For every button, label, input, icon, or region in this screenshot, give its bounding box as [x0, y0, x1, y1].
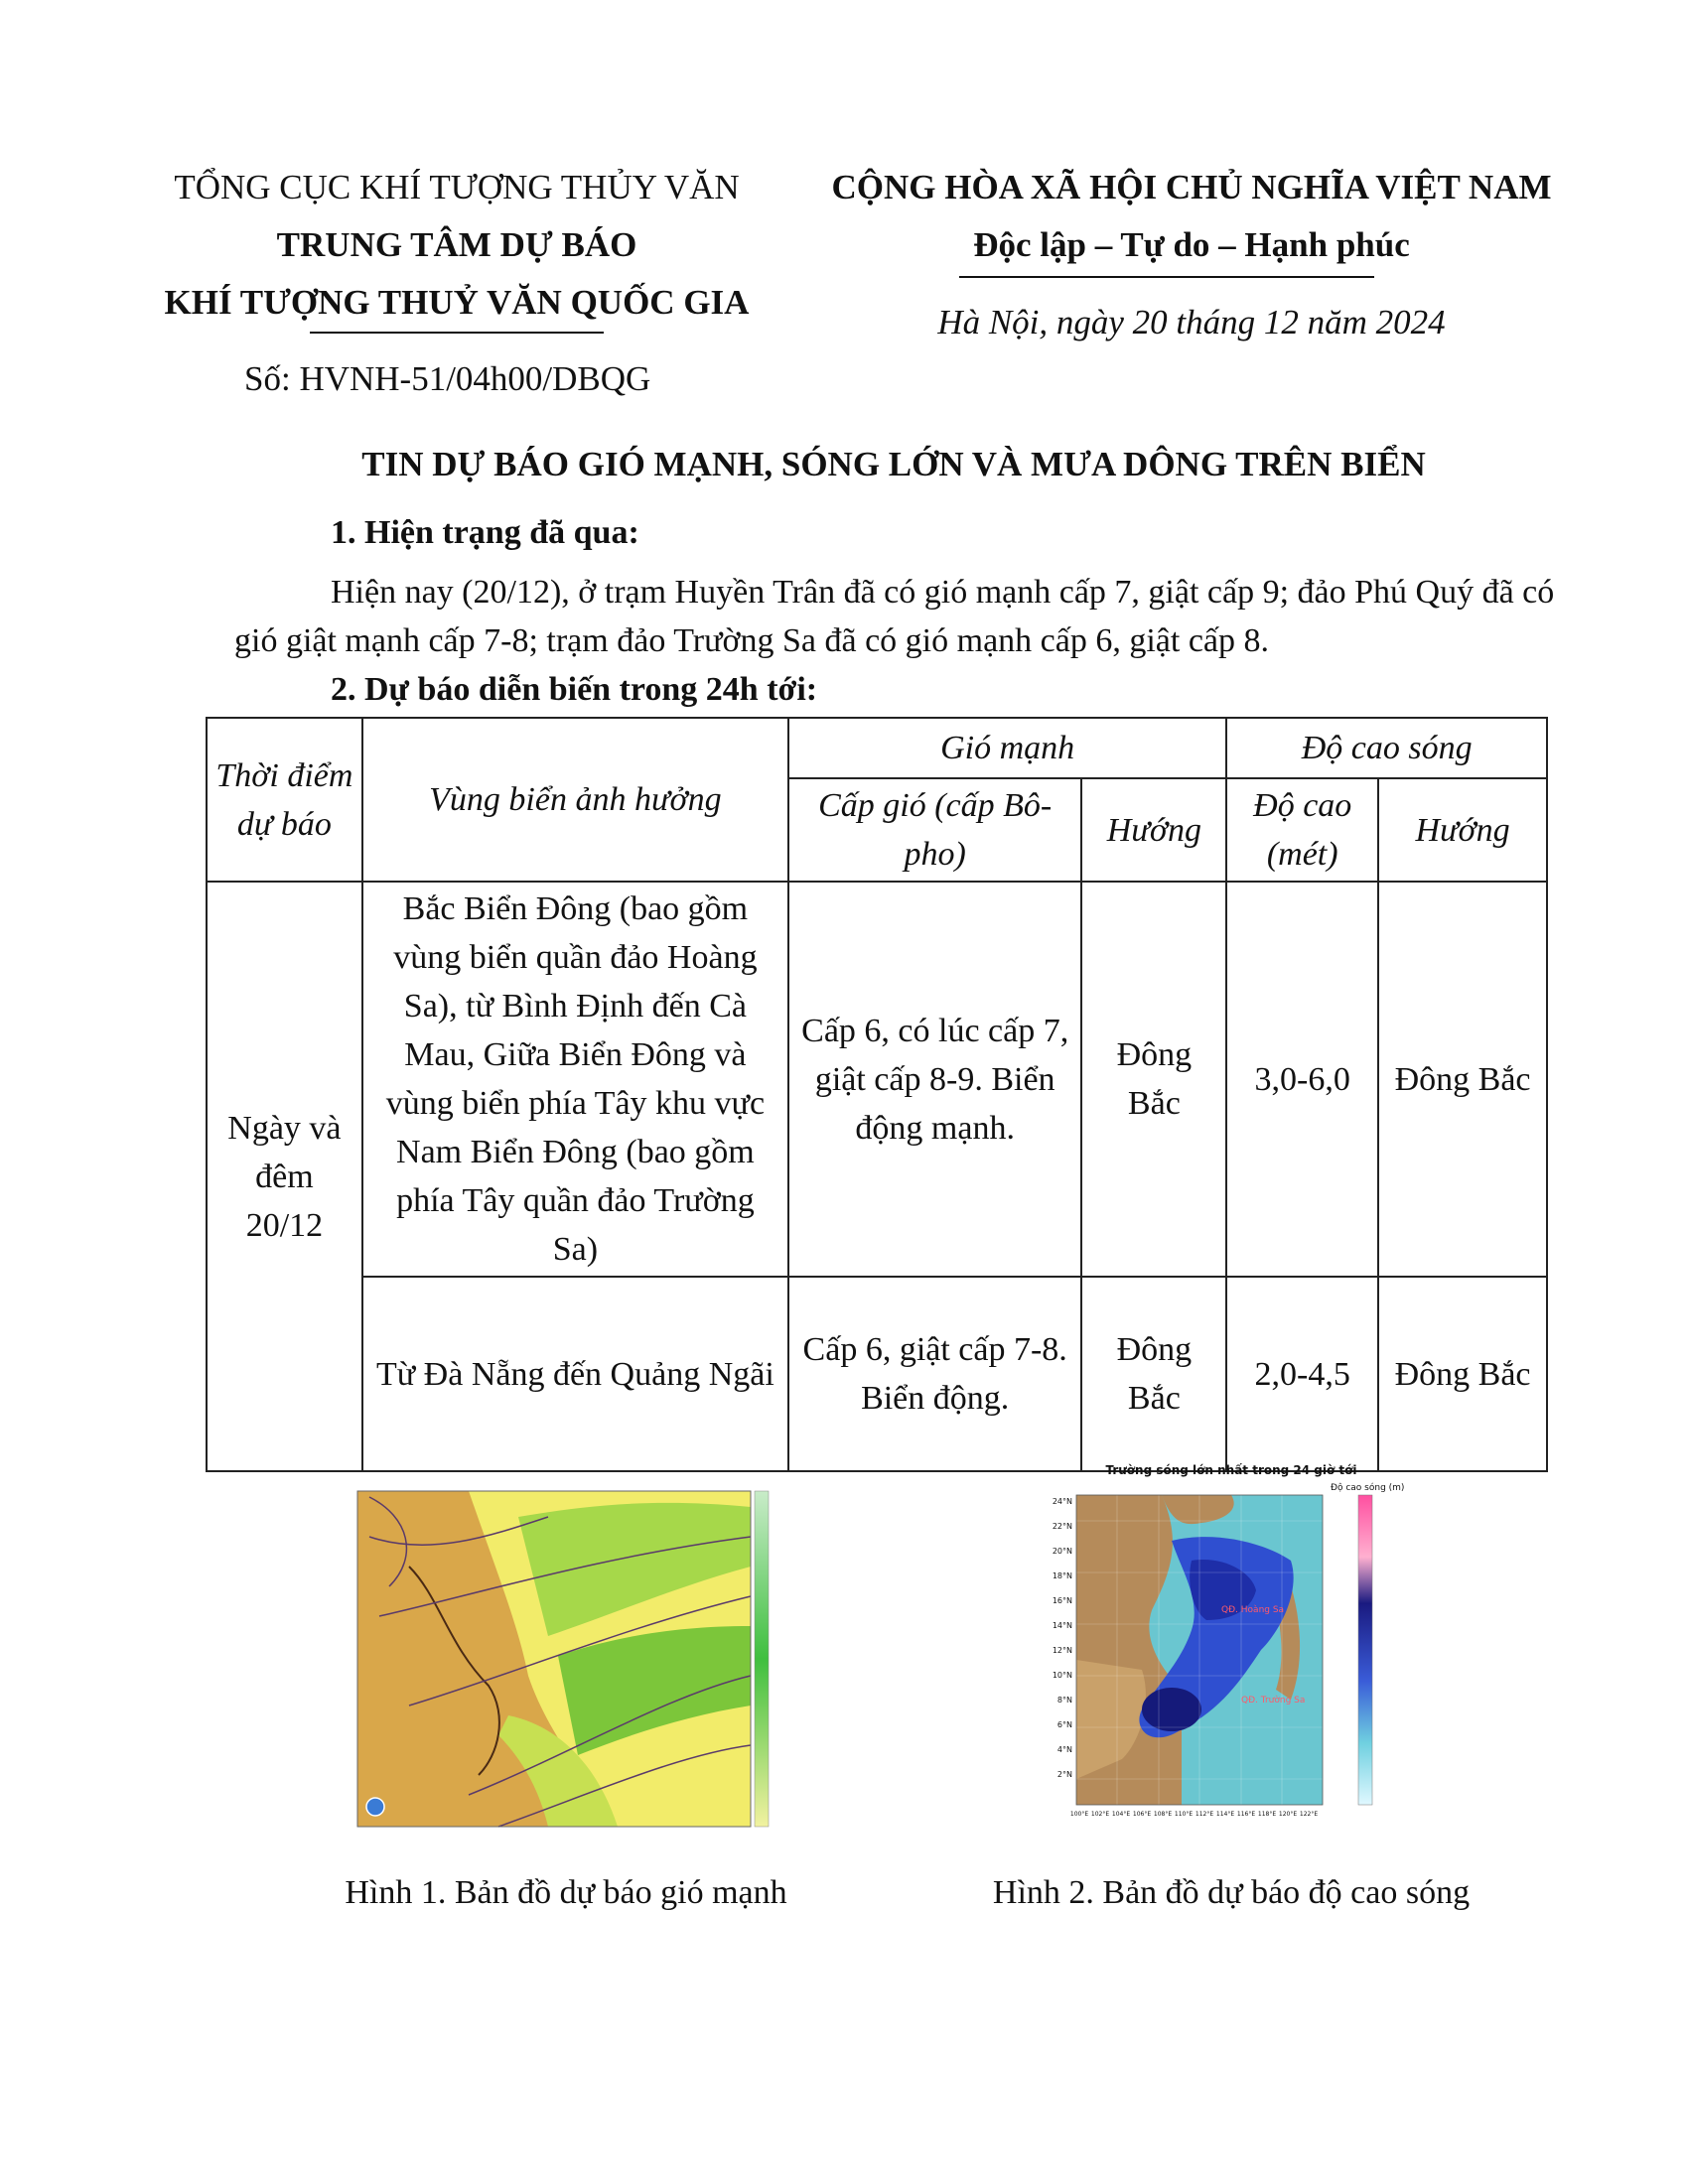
lon-tick-label: 102°E	[1090, 1811, 1110, 1818]
cell-wind-level: Cấp 6, giật cấp 7-8. Biển động.	[788, 1277, 1081, 1471]
national-motto: Độc lập – Tự do – Hạnh phúc	[973, 225, 1410, 264]
left-header-underline	[310, 332, 604, 334]
lat-tick-label: 8°N	[1056, 1696, 1072, 1705]
table-header-row	[207, 718, 1547, 778]
cell-wind-direction: Đông Bắc	[1081, 1277, 1226, 1471]
header-area: Vùng biển ảnh hưởng	[362, 718, 788, 882]
cell-wave-height: 2,0-4,5	[1226, 1277, 1378, 1471]
wind-forecast-map	[350, 1477, 794, 1839]
lat-tick-label: 20°N	[1052, 1547, 1072, 1556]
cell-wind-direction: Đông Bắc	[1081, 882, 1226, 1277]
figure2-caption: Hình 2. Bản đồ dự báo độ cao sóng	[992, 1874, 1471, 1911]
lat-tick-label: 14°N	[1052, 1621, 1072, 1630]
cell-area: Bắc Biển Đông (bao gồm vùng biển quần đảo Hoàng Sa), từ Bình Định đến Cà Mau, Giữa Biển Đông và vùng biển phía Tây khu vực Nam Biển Đông (bao gồm phía Tây quần đảo Trường Sa)	[362, 882, 788, 1277]
bulletin-title: TIN DỰ BÁO GIÓ MẠNH, SÓNG LỚN VÀ MƯA DÔNG TRÊN BIỂN	[361, 445, 1426, 483]
lat-tick-label: 6°N	[1056, 1720, 1072, 1729]
issue-date: Hà Nội, ngày 20 tháng 12 năm 2024	[937, 303, 1446, 341]
cell-area: Từ Đà Nẵng đến Quảng Ngãi	[362, 1277, 788, 1471]
header-wave-height: Độ cao sóng	[1226, 718, 1547, 778]
lat-tick-label: 4°N	[1056, 1745, 1072, 1754]
wave-map-graphic	[1033, 1461, 1410, 1843]
right-header-underline	[959, 276, 1374, 278]
cell-wave-height: 3,0-6,0	[1226, 882, 1378, 1277]
header-wind-level: Cấp gió (cấp Bô-pho)	[788, 778, 1081, 882]
header-wind-direction: Hướng	[1081, 778, 1226, 882]
cell-wind-level: Cấp 6, có lúc cấp 7, giật cấp 8-9. Biển động mạnh.	[788, 882, 1081, 1277]
section1-text: Hiện nay (20/12), ở trạm Huyền Trân đã có gió mạnh cấp 7, giật cấp 9; đảo Phú Quý đã có gió giật mạnh cấp 7-8; trạm đảo Trường Sa đã có gió mạnh cấp 6, giật cấp 8.	[234, 574, 1555, 659]
lat-tick-label: 18°N	[1052, 1571, 1072, 1580]
section1-heading: 1. Hiện trạng đã qua:	[331, 514, 639, 551]
wave-map-title: Trường sóng lớn nhất trong 24 giờ tới	[1105, 1463, 1357, 1477]
lat-tick-label: 22°N	[1052, 1522, 1072, 1531]
section2-heading: 2. Dự báo diễn biến trong 24h tới:	[331, 671, 818, 708]
lon-tick-label: 122°E	[1299, 1811, 1319, 1818]
agency-name: TỔNG CỤC KHÍ TƯỢNG THỦY VĂN	[174, 168, 740, 206]
lon-tick-label: 112°E	[1195, 1811, 1214, 1818]
lon-tick-label: 108°E	[1153, 1811, 1173, 1818]
table-row	[207, 882, 1547, 1277]
label-truong-sa: QĐ. Trường Sa	[1241, 1696, 1306, 1706]
national-title: CỘNG HÒA XÃ HỘI CHỦ NGHĨA VIỆT NAM	[831, 168, 1552, 206]
lat-tick-label: 12°N	[1052, 1646, 1072, 1655]
lon-tick-label: 106°E	[1132, 1811, 1152, 1818]
center-name-line1: TRUNG TÂM DỰ BÁO	[276, 225, 637, 264]
forecast-table	[206, 717, 1548, 1472]
cell-wave-direction: Đông Bắc	[1378, 882, 1547, 1277]
lon-tick-label: 110°E	[1174, 1811, 1194, 1818]
lat-tick-label: 2°N	[1056, 1770, 1072, 1779]
figure1-caption: Hình 1. Bản đồ dự báo gió mạnh	[345, 1874, 787, 1911]
cell-wave-direction: Đông Bắc	[1378, 1277, 1547, 1471]
lon-tick-label: 116°E	[1236, 1811, 1256, 1818]
cell-time: Ngày và đêm 20/12	[207, 882, 362, 1471]
center-name-line2: KHÍ TƯỢNG THUỶ VĂN QUỐC GIA	[164, 283, 750, 322]
lat-tick-label: 10°N	[1052, 1671, 1072, 1680]
lon-tick-label: 114°E	[1215, 1811, 1235, 1818]
lon-tick-label: 120°E	[1278, 1811, 1298, 1818]
table-row	[207, 1277, 1547, 1471]
header-time: Thời điểm dự báo	[207, 718, 362, 882]
lat-tick-label: 24°N	[1052, 1497, 1072, 1506]
lat-tick-label: 16°N	[1052, 1596, 1072, 1605]
lon-tick-label: 100°E	[1069, 1811, 1089, 1818]
lon-tick-label: 118°E	[1257, 1811, 1277, 1818]
header-wave-meters: Độ cao (mét)	[1226, 778, 1378, 882]
wave-legend-title: Độ cao sóng (m)	[1331, 1483, 1405, 1493]
header-strong-wind: Gió mạnh	[788, 718, 1226, 778]
label-hoang-sa: QĐ. Hoàng Sa	[1221, 1605, 1285, 1615]
document-number: Số: HVNH-51/04h00/DBQG	[244, 359, 651, 398]
wave-height-map	[1033, 1461, 1410, 1843]
lon-tick-label: 104°E	[1111, 1811, 1131, 1818]
header-wave-direction: Hướng	[1378, 778, 1547, 882]
